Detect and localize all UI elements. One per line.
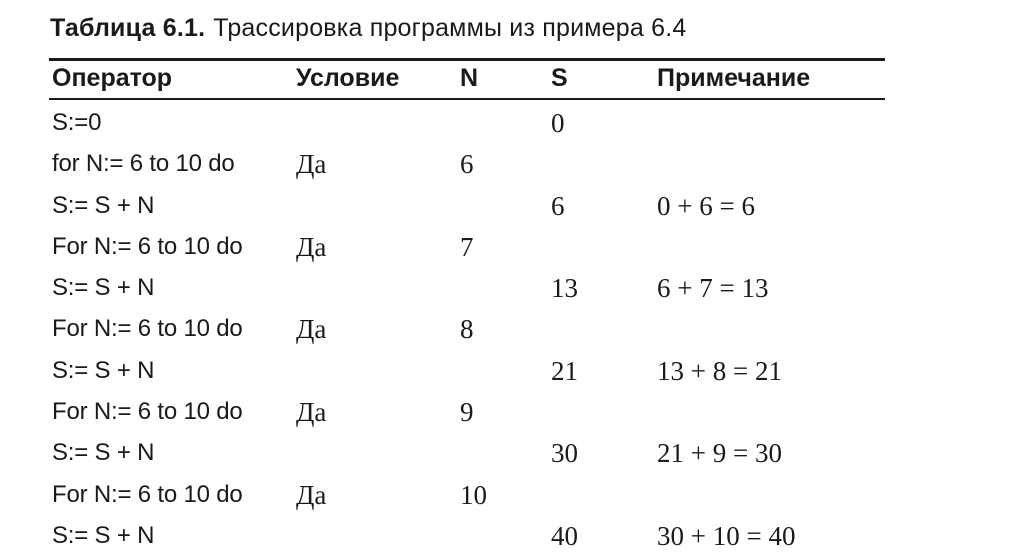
cell-operator: For N:= 6 to 10 do <box>52 398 243 426</box>
cell-note: 21 + 9 = 30 <box>657 438 782 469</box>
cell-operator: for N:= 6 to 10 do <box>52 150 235 178</box>
table-top-rule <box>49 58 885 61</box>
cell-s: 40 <box>551 520 578 551</box>
table-caption-label: Таблица 6.1. <box>50 14 206 42</box>
header-operator: Оператор <box>52 64 173 92</box>
table-row <box>0 225 1023 266</box>
cell-condition: Да <box>296 479 327 510</box>
table-row <box>0 514 1023 555</box>
cell-s: 13 <box>551 273 578 304</box>
cell-n: 7 <box>460 231 474 262</box>
cell-note: 13 + 8 = 21 <box>657 355 782 386</box>
table-row <box>0 101 1023 142</box>
cell-operator: For N:= 6 to 10 do <box>52 315 243 343</box>
table-row <box>0 307 1023 348</box>
table-row <box>0 142 1023 183</box>
cell-note: 30 + 10 = 40 <box>657 520 796 551</box>
header-condition: Условие <box>296 64 400 92</box>
cell-n: 8 <box>460 314 474 345</box>
cell-operator: S:= S + N <box>52 356 155 384</box>
cell-note: 6 + 7 = 13 <box>657 273 769 304</box>
cell-operator: For N:= 6 to 10 do <box>52 232 243 260</box>
cell-n: 9 <box>460 397 474 428</box>
cell-s: 30 <box>551 438 578 469</box>
table-row <box>0 349 1023 390</box>
cell-condition: Да <box>296 149 327 180</box>
cell-s: 21 <box>551 355 578 386</box>
table-header-row <box>0 64 1023 98</box>
header-note: Примечание <box>657 64 811 92</box>
table-caption-text: Трассировка программы из примера 6.4 <box>213 14 687 42</box>
table-row <box>0 390 1023 431</box>
cell-condition: Да <box>296 397 327 428</box>
cell-n: 10 <box>460 479 487 510</box>
cell-condition: Да <box>296 314 327 345</box>
table-row <box>0 473 1023 514</box>
cell-n: 6 <box>460 149 474 180</box>
cell-operator: S:= S + N <box>52 439 155 467</box>
table-body <box>0 101 1023 555</box>
cell-s: 0 <box>551 108 565 138</box>
table-caption <box>50 14 686 43</box>
cell-condition: Да <box>296 231 327 262</box>
table-row <box>0 184 1023 225</box>
table-header-rule <box>49 98 885 100</box>
cell-s: 6 <box>551 190 565 221</box>
cell-operator: S:= S + N <box>52 274 155 302</box>
table-row <box>0 266 1023 307</box>
cell-note: 0 + 6 = 6 <box>657 190 755 221</box>
cell-operator: S:= S + N <box>52 191 155 219</box>
cell-operator: For N:= 6 to 10 do <box>52 480 243 508</box>
cell-operator: S:= S + N <box>52 521 155 549</box>
header-s: S <box>551 64 568 92</box>
table-row <box>0 431 1023 472</box>
header-n: N <box>460 64 479 92</box>
cell-operator: S:=0 <box>52 109 102 136</box>
